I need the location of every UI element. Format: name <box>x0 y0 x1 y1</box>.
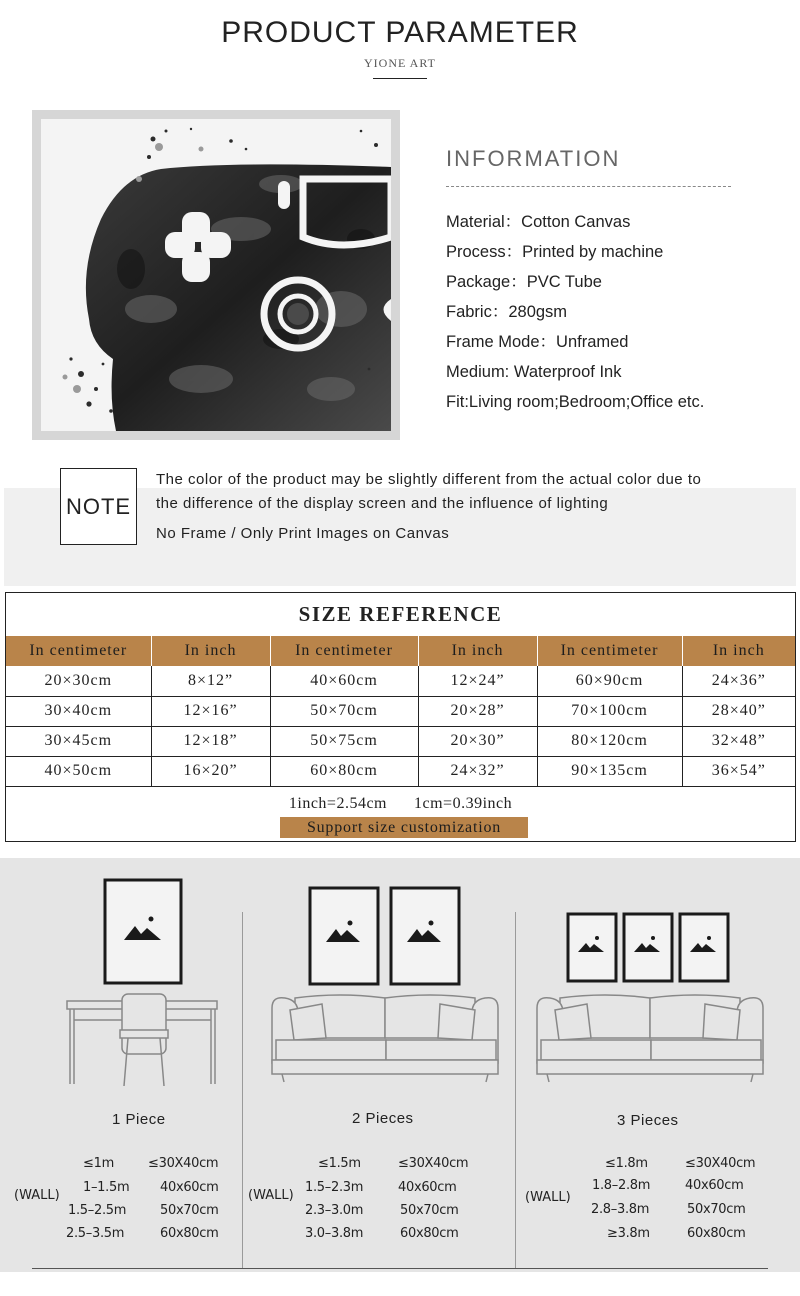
print-size: 50x70cm <box>687 1202 746 1217</box>
product-image <box>41 119 391 431</box>
table-cell: 12×18” <box>151 726 270 756</box>
print-size: 50x70cm <box>400 1203 459 1218</box>
frame-icon <box>105 880 181 983</box>
note-line: the difference of the display screen and the influence of lighting <box>156 495 609 512</box>
brand-subtitle: YIONE ART <box>364 56 436 70</box>
table-header-row <box>6 636 795 666</box>
table-cell: 60×90cm <box>537 666 682 696</box>
note-line: The color of the product may be slightly different from the actual color due to <box>156 471 702 488</box>
table-cell: 12×24” <box>418 666 537 696</box>
frame-icon <box>310 888 459 984</box>
table-cell: 40×60cm <box>270 666 418 696</box>
table-cell: 90×135cm <box>537 756 682 786</box>
note-label: NOTE <box>60 468 137 545</box>
column-header: In inch <box>418 636 537 666</box>
print-size: ≤30X40cm <box>685 1156 756 1171</box>
print-size: 60x80cm <box>400 1226 459 1241</box>
table-row <box>6 756 795 786</box>
wall-width: ≥3.8m <box>607 1226 650 1241</box>
info-material: Material：Cotton Canvas <box>446 213 631 231</box>
bottom-rule <box>32 1268 768 1269</box>
arrangement-label: 3 Pieces <box>617 1112 679 1129</box>
print-size: ≤30X40cm <box>148 1156 219 1171</box>
info-fabric: Fabric：280gsm <box>446 303 568 321</box>
wall-width: 1.8–2.8m <box>592 1178 651 1193</box>
customization-badge: Support size customization <box>280 817 528 838</box>
size-reference-title: SIZE REFERENCE <box>298 602 503 626</box>
information-list <box>446 207 704 417</box>
wall-width: 1.5–2.3m <box>305 1180 364 1195</box>
arrangement-label: 2 Pieces <box>352 1110 414 1127</box>
wall-width: 2.5–3.5m <box>66 1226 125 1241</box>
print-size: 40x60cm <box>398 1180 457 1195</box>
table-cell: 16×20” <box>151 756 270 786</box>
column-header: In inch <box>682 636 795 666</box>
table-cell: 30×45cm <box>6 726 151 756</box>
wall-width: 1–1.5m <box>83 1180 130 1195</box>
sofa-icon <box>537 995 763 1082</box>
desk-icon <box>67 994 217 1086</box>
table-cell: 24×32” <box>418 756 537 786</box>
info-process: Process：Printed by machine <box>446 243 664 261</box>
column-header: In inch <box>151 636 270 666</box>
wall-width: ≤1.8m <box>605 1156 648 1171</box>
table-cell: 20×30cm <box>6 666 151 696</box>
table-cell: 12×16” <box>151 696 270 726</box>
info-package: Package：PVC Tube <box>446 273 602 291</box>
page-title: PRODUCT PARAMETER <box>221 16 579 49</box>
table-cell: 80×120cm <box>537 726 682 756</box>
column-header: In centimeter <box>6 636 151 666</box>
table-row <box>6 666 795 696</box>
print-size: 60x80cm <box>160 1226 219 1241</box>
table-cell: 50×70cm <box>270 696 418 726</box>
print-size: ≤30X40cm <box>398 1156 469 1171</box>
info-frame-mode: Frame Mode：Unframed <box>446 333 629 351</box>
wall-width: 3.0–3.8m <box>305 1226 364 1241</box>
information-heading: INFORMATION <box>446 146 621 171</box>
table-cell: 30×40cm <box>6 696 151 726</box>
wall-width: 2.8–3.8m <box>591 1202 650 1217</box>
wall-label: (WALL) <box>14 1188 60 1203</box>
sofa-icon <box>272 995 498 1082</box>
frame-icon <box>568 914 728 981</box>
print-size: 40x60cm <box>160 1180 219 1195</box>
table-cell: 20×30” <box>418 726 537 756</box>
table-row <box>6 726 795 756</box>
product-image-frame <box>32 110 400 440</box>
note-line: No Frame / Only Print Images on Canvas <box>156 525 450 542</box>
table-cell: 20×28” <box>418 696 537 726</box>
print-size: 50x70cm <box>160 1203 219 1218</box>
information-divider <box>446 186 731 187</box>
column-divider <box>242 912 243 1268</box>
info-fit: Fit:Living room;Bedroom;Office etc. <box>446 393 705 411</box>
table-cell: 8×12” <box>151 666 270 696</box>
column-divider <box>515 912 516 1268</box>
table-cell: 36×54” <box>682 756 795 786</box>
print-size: 40x60cm <box>685 1178 744 1193</box>
wall-width: ≤1.5m <box>318 1156 361 1171</box>
print-size: 60x80cm <box>687 1226 746 1241</box>
table-cell: 50×75cm <box>270 726 418 756</box>
wall-width: 1.5–2.5m <box>68 1203 127 1218</box>
header-divider <box>373 78 427 79</box>
column-header: In centimeter <box>537 636 682 666</box>
column-header: In centimeter <box>270 636 418 666</box>
unit-conversion: 1inch=2.54cm 1cm=0.39inch <box>288 795 513 812</box>
table-cell: 60×80cm <box>270 756 418 786</box>
table-cell: 28×40” <box>682 696 795 726</box>
wall-label: (WALL) <box>525 1190 571 1205</box>
table-cell: 32×48” <box>682 726 795 756</box>
info-medium: Medium: Waterproof Ink <box>446 363 622 381</box>
wall-width: 2.3–3.0m <box>305 1203 364 1218</box>
size-table <box>6 636 795 787</box>
arrangement-label: 1 Piece <box>112 1111 166 1128</box>
table-cell: 24×36” <box>682 666 795 696</box>
gamepad-artwork <box>41 119 391 431</box>
wall-width: ≤1m <box>83 1156 114 1171</box>
table-row <box>6 696 795 726</box>
wall-label: (WALL) <box>248 1188 294 1203</box>
table-cell: 40×50cm <box>6 756 151 786</box>
size-reference <box>5 592 796 842</box>
table-cell: 70×100cm <box>537 696 682 726</box>
